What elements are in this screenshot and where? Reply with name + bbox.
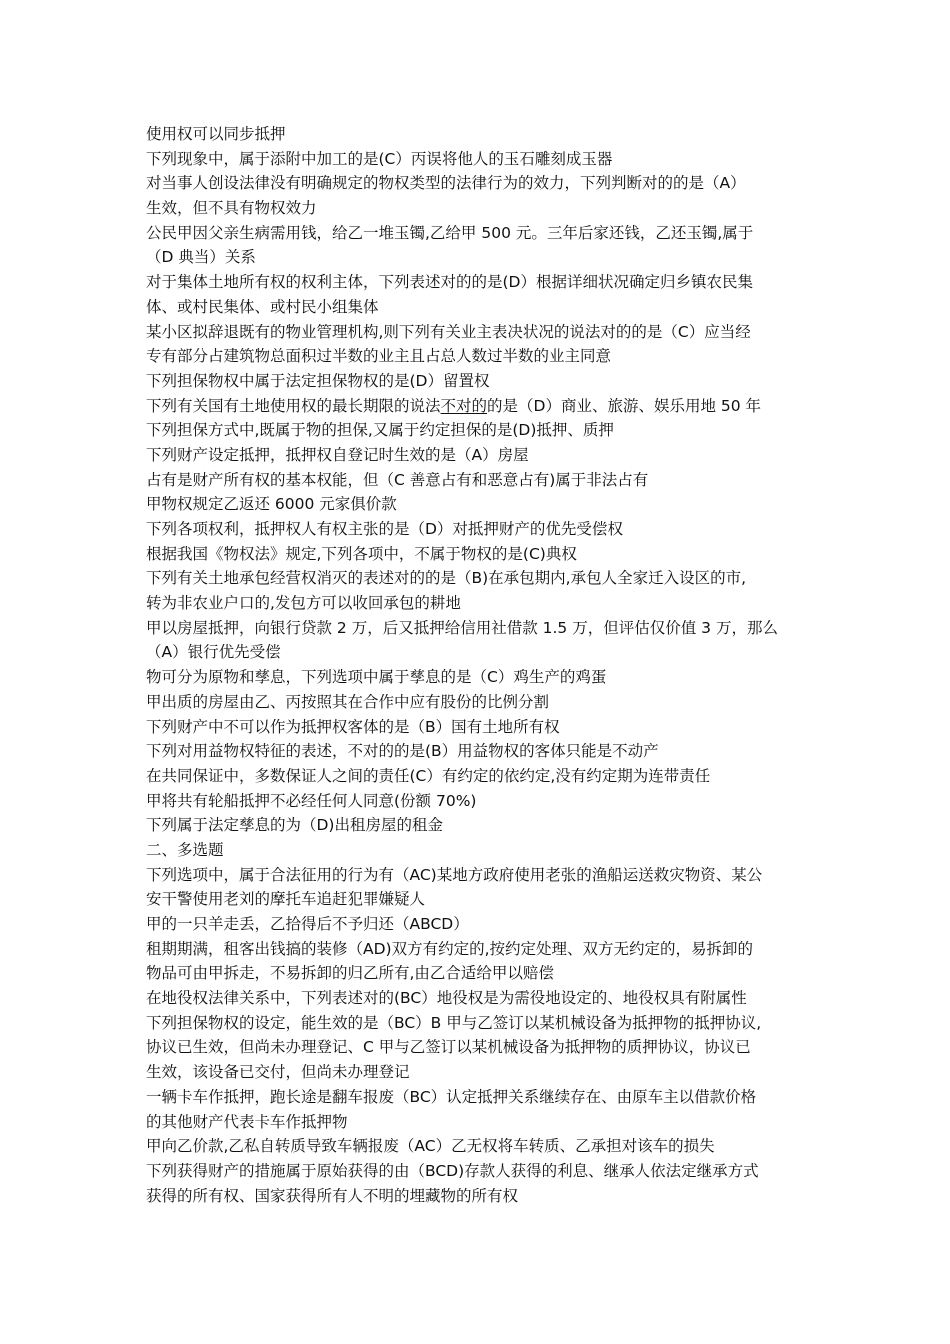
text-line: 甲以房屋抵押，向银行贷款 2 万，后又抵押给信用社借款 1.5 万，但评估仅价值 3 万，那么 — [146, 618, 778, 637]
text-line: 甲将共有轮船抵押不必经任何人同意(份额 70%) — [146, 791, 477, 810]
text-line: 甲出质的房屋由乙、丙按照其在合作中应有股份的比例分割 — [146, 692, 550, 711]
text-line: 专有部分占建筑物总面积过半数的业主且占总人数过半数的业主同意 — [146, 347, 612, 366]
text-segment: 的是（D）商业、旅游、娱乐用地 50 年 — [487, 396, 762, 415]
text-line: 公民甲因父亲生病需用钱，给乙一堆玉镯,乙给甲 500 元。三年后家还钱，乙还玉镯,属于 — [146, 223, 754, 242]
text-line: 下列获得财产的措施属于原始获得的由（BCD)存款人获得的利息、继承人依法定继承方式 — [146, 1161, 759, 1180]
text-line: 下列财产设定抵押，抵押权自登记时生效的是（A）房屋 — [146, 445, 529, 464]
text-line: 租期期满，租客出钱搞的装修（AD)双方有约定的,按约定处理、双方无约定的，易拆卸的 — [146, 939, 754, 958]
text-line: 下列属于法定孳息的为（D)出租房屋的租金 — [146, 816, 443, 835]
text-line: （D 典当）关系 — [146, 248, 256, 267]
text-line: 下列担保物权的设定，能生效的是（BC）B 甲与乙签订以某机械设备为抵押物的抵押协议, — [146, 1013, 762, 1032]
text-line: 某小区拟辞退既有的物业管理机构,则下列有关业主表决状况的说法对的的是（C）应当经 — [146, 322, 751, 341]
text-line: 在地役权法律关系中，下列表述对的(BC）地役权是为需役地设定的、地役权具有附属性 — [146, 989, 747, 1008]
text-line: 下列财产中不可以作为抵押权客体的是（B）国有土地所有权 — [146, 717, 560, 736]
text-line: 根据我国《物权法》规定,下列各项中，不属于物权的是(C)典权 — [146, 544, 577, 563]
text-line: 下列现象中，属于添附中加工的是(C）丙误将他人的玉石雕刻成玉器 — [146, 149, 613, 168]
text-line: 下列各项权利，抵押权人有权主张的是（D）对抵押财产的优先受偿权 — [146, 520, 623, 538]
text-line: 下列有关土地承包经营权消灭的表述对的的是（B)在承包期内,承包人全家迁入设区的市, — [146, 569, 747, 588]
text-segment: 下列有关国有土地使用权的最长期限的说法 — [146, 396, 441, 415]
text-line: 的其他财产代表卡车作抵押物 — [146, 1112, 348, 1131]
text-line: 使用权可以同步抵押 — [146, 125, 286, 143]
text-line: 安干警使用老刘的摩托车追赶犯罪嫌疑人 — [146, 890, 426, 909]
document-body — [146, 122, 814, 1208]
text-line: 甲的一只羊走丢，乙拾得后不予归还（ABCD） — [146, 915, 469, 933]
text-line: 占有是财产所有权的基本权能，但（C 善意占有和恶意占有)属于非法占有 — [146, 470, 649, 489]
text-line — [146, 394, 814, 419]
text-line: 对当事人创设法律没有明确规定的物权类型的法律行为的效力，下列判断对的的是（A） — [146, 174, 746, 193]
text-line: 一辆卡车作抵押，跑长途是翻车报废（BC）认定抵押关系继续存在、由原车主以借款价格 — [146, 1087, 757, 1106]
section-heading: 二、多选题 — [146, 840, 224, 859]
text-line: 生效，但不具有物权效力 — [146, 199, 317, 218]
text-line: 体、或村民集体、或村民小组集体 — [146, 297, 379, 316]
underlined-text: 不对的 — [440, 396, 488, 415]
text-line: 下列选项中，属于合法征用的行为有（AC)某地方政府使用老张的渔船运送救灾物资、某公 — [146, 865, 763, 884]
text-line: 下列对用益物权特征的表述，不对的的是(B）用益物权的客体只能是不动产 — [146, 742, 659, 761]
text-line: 获得的所有权、国家获得所有人不明的埋藏物的所有权 — [146, 1186, 519, 1205]
text-line: 在共同保证中，多数保证人之间的责任(C）有约定的依约定,没有约定期为连带责任 — [146, 766, 711, 785]
text-line: （A）银行优先受偿 — [146, 643, 281, 662]
text-line: 转为非农业户口的,发包方可以收回承包的耕地 — [146, 594, 461, 613]
text-line: 对于集体土地所有权的权利主体，下列表述对的的是(D）根据详细状况确定归乡镇农民集 — [146, 273, 753, 292]
text-line: 甲物权规定乙返还 6000 元家俱价款 — [146, 495, 397, 514]
text-line: 生效，该设备已交付，但尚未办理登记 — [146, 1063, 410, 1082]
text-line: 物可分为原物和孳息，下列选项中属于孳息的是（C）鸡生产的鸡蛋 — [146, 668, 607, 687]
text-line: 下列担保物权中属于法定担保物权的是(D）留置权 — [146, 371, 490, 390]
text-line: 物品可由甲拆走，不易拆卸的归乙所有,由乙合适给甲以赔偿 — [146, 964, 554, 983]
text-line: 协议已生效，但尚未办理登记、C 甲与乙签订以某机械设备为抵押物的质押协议，协议已 — [146, 1038, 751, 1057]
text-line: 下列担保方式中,既属于物的担保,又属于约定担保的是(D)抵押、质押 — [146, 421, 614, 440]
text-line: 甲向乙价款,乙私自转质导致车辆报废（AC）乙无权将车转质、乙承担对该车的损失 — [146, 1137, 715, 1156]
